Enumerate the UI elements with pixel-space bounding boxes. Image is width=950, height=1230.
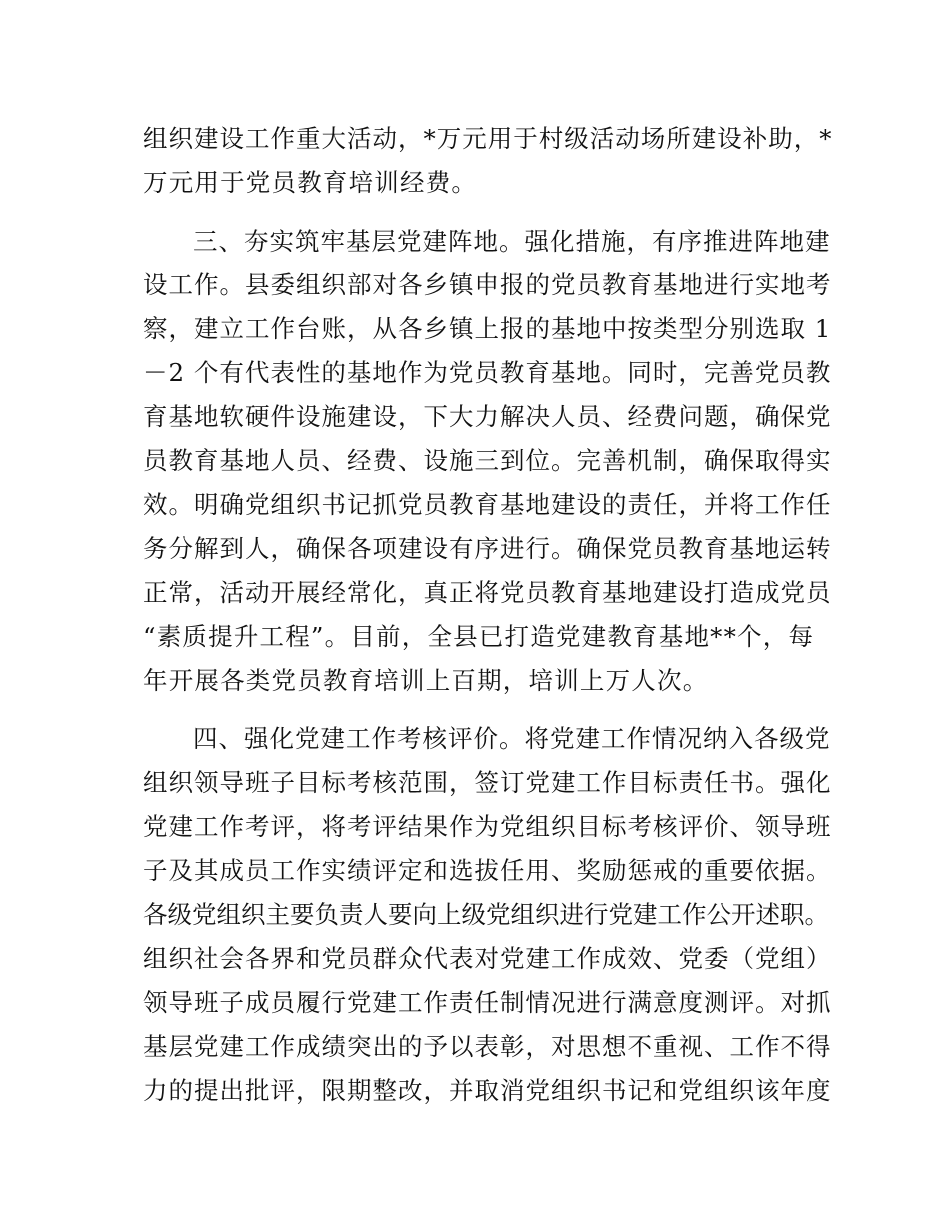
paragraph-line: “素质提升工程”。目前，全县已打造党建教育基地**个，每 [143, 622, 815, 651]
paragraph-line: 各级党组织主要负责人要向上级党组织进行党建工作公开述职。 [143, 900, 829, 929]
paragraph-line: 基层党建工作成绩突出的予以表彰，对思想不重视、工作不得 [143, 1032, 832, 1061]
paragraph-line: 效。明确党组织书记抓党员教育基地建设的责任，并将工作任 [143, 490, 832, 519]
paragraph-line: 组织社会各界和党员群众代表对党建工作成效、党委（党组） [143, 944, 832, 973]
paragraph-line: 正常，活动开展经常化，真正将党员教育基地建设打造成党员 [143, 578, 832, 607]
paragraph-line: 组织领导班子目标考核范围，签订党建工作目标责任书。强化 [143, 768, 832, 797]
paragraph-line: 党建工作考评，将考评结果作为党组织目标考核评价、领导班 [143, 812, 832, 841]
paragraph-line: 察，建立工作台账，从各乡镇上报的基地中按类型分别选取 1 [143, 314, 832, 343]
paragraph-line: 组织建设工作重大活动，*万元用于村级活动场所建设补助，* [143, 124, 833, 153]
paragraph-line: 万元用于党员教育培训经费。 [143, 168, 478, 197]
paragraph-line: 子及其成员工作实绩评定和选拔任用、奖励惩戒的重要依据。 [143, 856, 832, 885]
paragraph-line: 力的提出批评，限期整改，并取消党组织书记和党组织该年度 [143, 1076, 832, 1105]
paragraph-line: 年开展各类党员教育培训上百期，培训上万人次。 [143, 666, 709, 695]
paragraph-line: 领导班子成员履行党建工作责任制情况进行满意度测评。对抓 [143, 988, 832, 1017]
paragraph-line: 育基地软硬件设施建设，下大力解决人员、经费问题，确保党 [143, 402, 832, 431]
section-four-heading-line: 四、强化党建工作考核评价。将党建工作情况纳入各级党 [193, 724, 831, 753]
paragraph-line: 务分解到人，确保各项建设有序进行。确保党员教育基地运转 [143, 534, 832, 563]
paragraph-line: 设工作。县委组织部对各乡镇申报的党员教育基地进行实地考 [143, 270, 832, 299]
paragraph-line: 员教育基地人员、经费、设施三到位。完善机制，确保取得实 [143, 446, 832, 475]
paragraph-line: －2 个有代表性的基地作为党员教育基地。同时，完善党员教 [143, 358, 832, 387]
section-three-heading-line: 三、夯实筑牢基层党建阵地。强化措施，有序推进阵地建 [193, 227, 831, 256]
